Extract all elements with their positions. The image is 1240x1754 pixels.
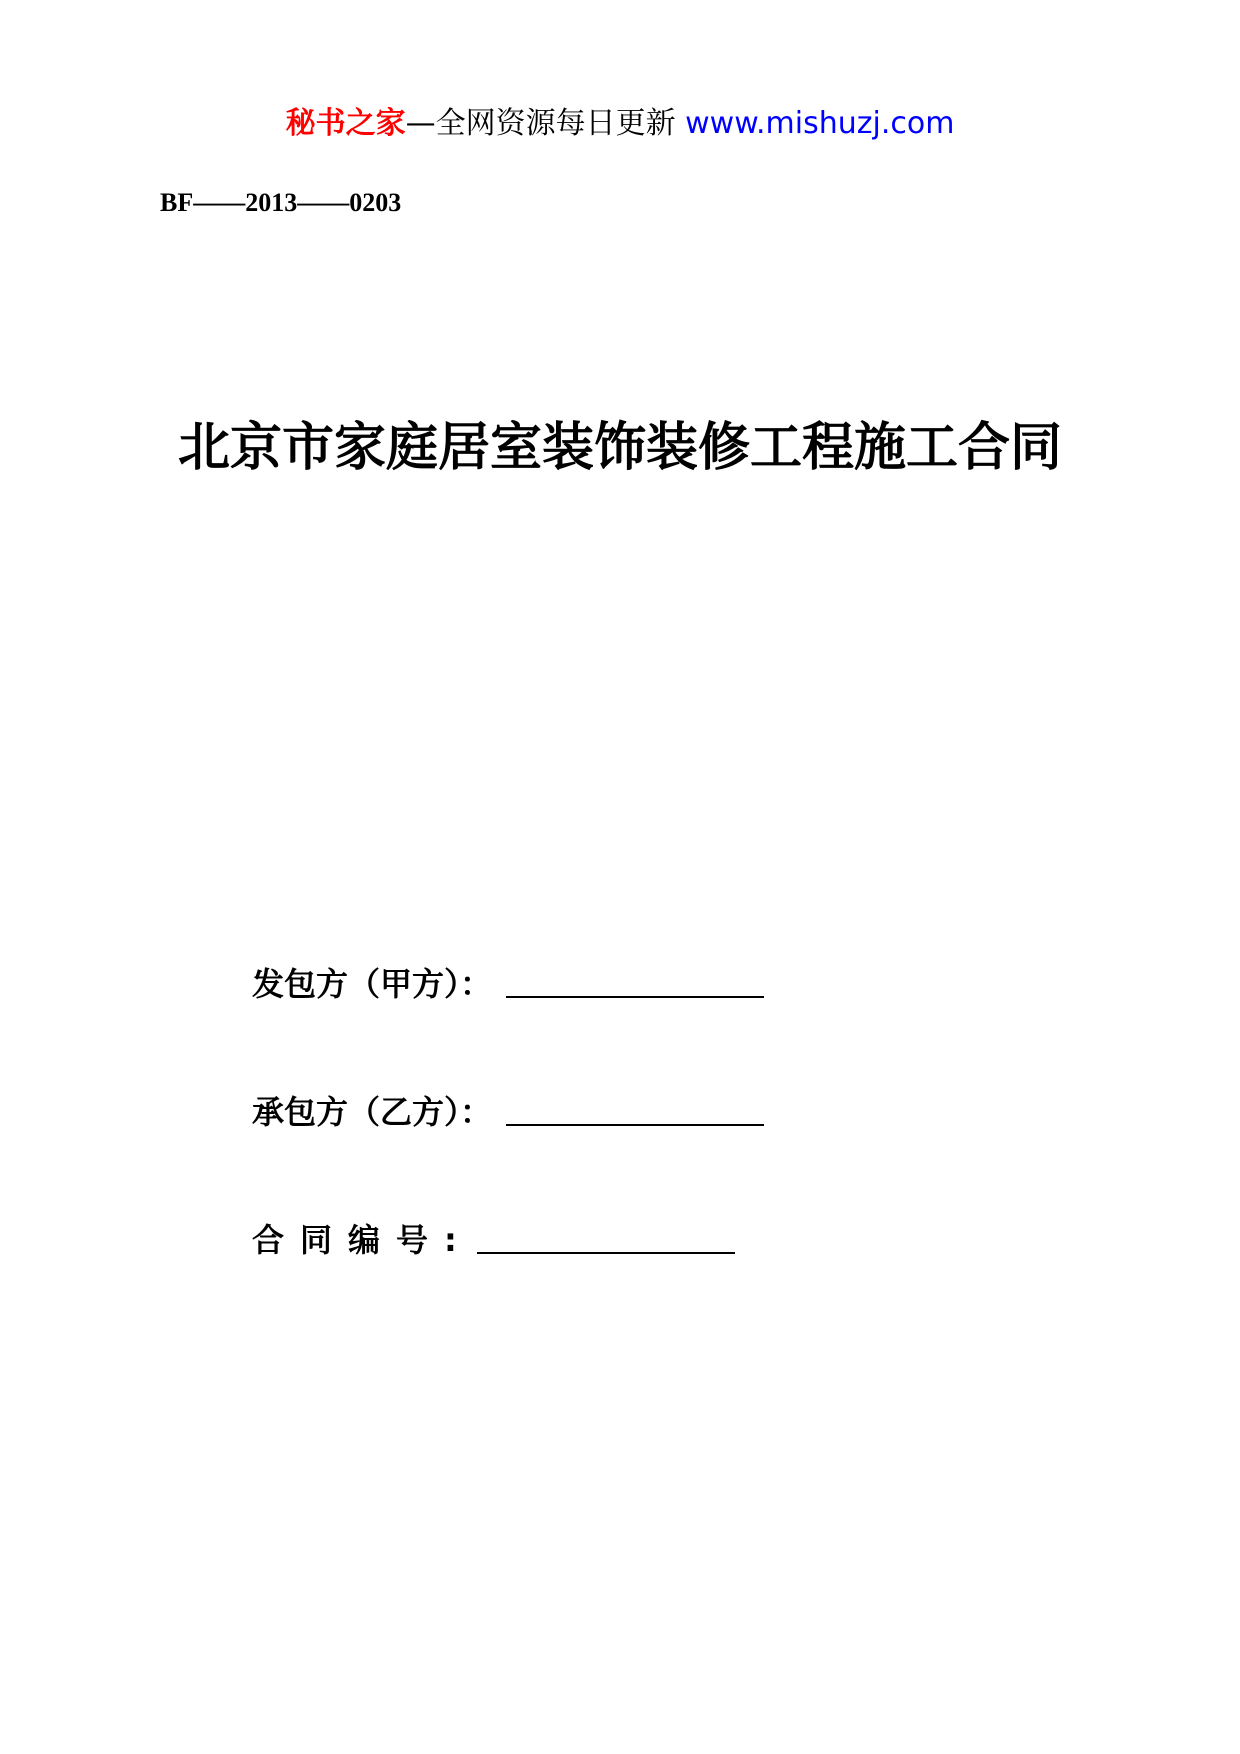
party-b-blank-line [506, 1124, 764, 1126]
contract-number-label: 合同编号: [252, 1221, 473, 1259]
contract-number-row [252, 1218, 735, 1262]
header-tagline: —全网资源每日更新 [405, 106, 676, 141]
contract-number-blank-line [477, 1252, 735, 1254]
party-a-blank-line [506, 996, 764, 998]
site-link[interactable]: www.mishuzj.com [685, 106, 955, 141]
party-b-row [252, 1090, 764, 1134]
party-a-label: 发包方（甲方）： [252, 965, 493, 1003]
party-a-row [252, 962, 764, 1006]
document-title: 北京市家庭居室装饰装修工程施工合同 [177, 418, 1062, 478]
party-b-label: 承包方（乙方）： [252, 1093, 493, 1131]
header-banner [0, 100, 1240, 148]
brand-name: 秘书之家 [285, 106, 406, 141]
document-code: BF——2013——0203 [160, 188, 402, 217]
